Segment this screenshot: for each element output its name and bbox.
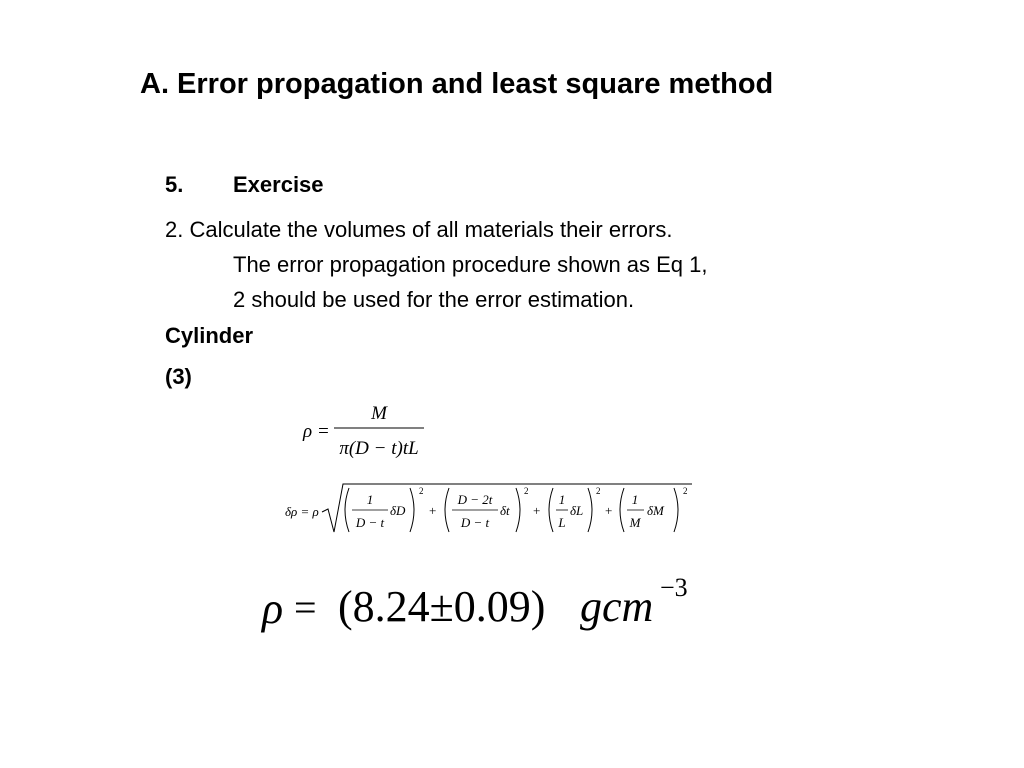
result-equals: =	[294, 585, 317, 630]
paren-right-1	[410, 488, 414, 532]
paren-left-1	[345, 488, 349, 532]
term-2-exponent: 2	[524, 486, 529, 496]
paren-right-2	[516, 488, 520, 532]
density-denominator: π(D − t)tL	[339, 438, 419, 459]
slide-title: A. Error propagation and least square method	[140, 68, 774, 100]
paragraph-line-3: 2 should be used for the error estimation.	[233, 287, 635, 312]
density-lhs: ρ =	[303, 421, 330, 442]
plus-1: +	[429, 503, 437, 518]
subheading-cylinder: Cylinder	[165, 323, 254, 348]
density-numerator: M	[371, 403, 387, 424]
term-3-variable: δL	[570, 503, 584, 518]
result-unit-exponent: −3	[660, 573, 688, 602]
section-number: 5.	[165, 172, 184, 197]
equation-number: (3)	[165, 364, 192, 389]
density-equation	[302, 403, 424, 459]
term-4-exponent: 2	[683, 486, 688, 496]
paren-right-4	[674, 488, 678, 532]
term-1-variable: δD	[390, 503, 406, 518]
error-lhs: δρ = ρ	[285, 504, 319, 519]
paragraph-line-2: The error propagation procedure shown as Eq 1,	[233, 252, 708, 277]
paren-left-4	[620, 488, 624, 532]
result-equation	[260, 573, 688, 633]
term-1-exponent: 2	[419, 486, 424, 496]
term-4-denominator: M	[629, 515, 641, 530]
paragraph-line-1: 2. Calculate the volumes of all materials their errors.	[165, 217, 673, 242]
term-2-numerator: D − 2t	[457, 492, 493, 507]
result-value: (8.24±0.09)	[338, 582, 546, 631]
term-3-numerator: 1	[558, 492, 566, 507]
term-4-variable: δM	[647, 503, 664, 518]
result-rho: ρ	[262, 584, 284, 633]
term-1-numerator: 1	[366, 492, 374, 507]
error-equation	[285, 484, 692, 532]
term-3-denominator: L	[558, 515, 566, 530]
plus-2: +	[533, 503, 541, 518]
term-3-exponent: 2	[596, 486, 601, 496]
section-title: Exercise	[233, 172, 324, 197]
paren-left-3	[549, 488, 553, 532]
plus-3: +	[605, 503, 613, 518]
paren-right-3	[588, 488, 592, 532]
term-2-denominator: D − t	[460, 515, 490, 530]
result-unit: gcm	[580, 582, 654, 631]
term-1-denominator: D − t	[355, 515, 385, 530]
paren-left-2	[445, 488, 449, 532]
term-2-variable: δt	[500, 503, 510, 518]
term-4-numerator: 1	[631, 492, 639, 507]
